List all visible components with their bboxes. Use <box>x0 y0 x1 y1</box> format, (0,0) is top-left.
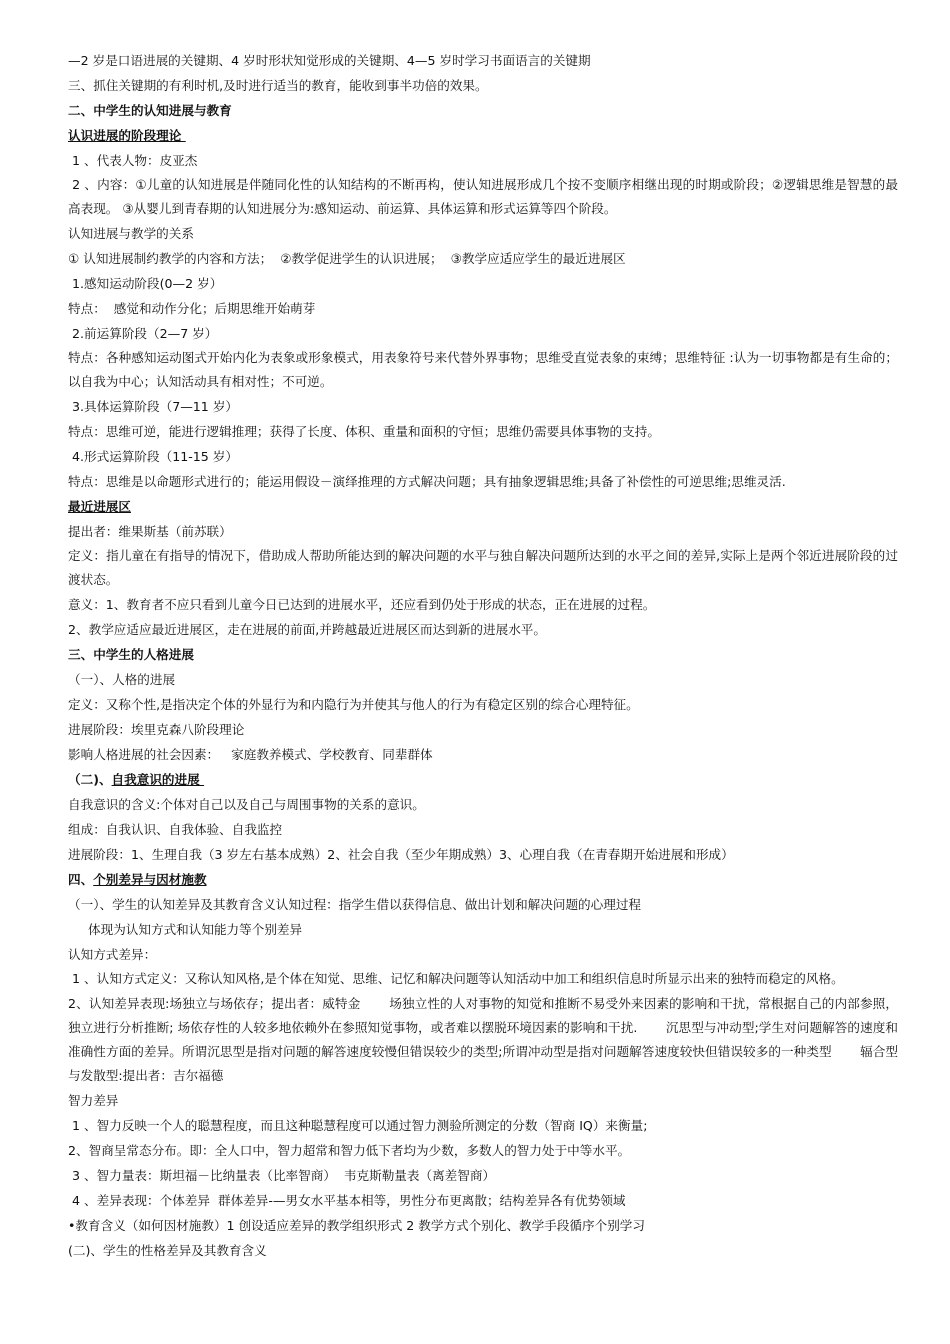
text-line: 认知进展与教学的关系 <box>68 226 194 241</box>
section-heading <box>68 867 898 892</box>
text-line: 特点： 感觉和动作分化；后期思维开始萌芽 <box>68 301 316 316</box>
paragraph: 特点：各种感知运动图式开始内化为表象或形象模式，用表象符号来代替外界事物；思维受直觉表象的束缚；思维特征 :认为一切事物都是有生命的；以自我为中心；认知活动具有相对性；不可逆。 <box>68 350 898 389</box>
stage-heading: 1.感知运动阶段(0—2 岁） <box>68 276 223 291</box>
heading-title: 自我意识的进展 <box>111 772 205 787</box>
heading-prefix: 四、 <box>68 872 94 887</box>
text-line: 1 、智力反映一个人的聪慧程度，而且这种聪慧程度可以通过智力测验所测定的分数（智商 IQ）来衡量; <box>68 1118 648 1133</box>
text-line: 意义：1、教育者不应只看到儿童今日已达到的进展水平，还应看到仍处于形成的状态，正在进展的过程。 <box>68 597 656 612</box>
text-line: 特点：思维是以命题形式进行的；能运用假设－演绎推理的方式解决问题；具有抽象逻辑思维;具备了补偿性的可逆思维;思维灵活. <box>68 474 786 489</box>
text-line: 提出者：维果斯基（前苏联） <box>68 524 232 539</box>
text-line: 3 、智力量表：斯坦福－比纳量表（比率智商） 韦克斯勒量表（离差智商） <box>68 1168 496 1183</box>
section-heading: 二、中学生的认知进展与教育 <box>68 103 232 118</box>
text-line: 影响人格进展的社会因素： 家庭教养模式、学校教育、同辈群体 <box>68 747 433 762</box>
paragraph: 2、认知差异表现:场独立与场依存；提出者：威特金 场独立性的人对事物的知觉和推断不易受外来因素的影响和干扰，常根据自己的内部参照，独立进行分析推断; 场依存性的人较多地依赖外在参照知觉事物，或者难以摆脱环境因素的影响和干扰. 沉思型与冲动型;学生对问题解答的速度和准确性方面的差异。所谓沉思型是指对问题的解答速度较慢但错误较少的类型;所谓冲动型是指对问题解答速度较快但错误较多的一种类型 辐合型与发散型:提出者：吉尔福德 <box>68 996 898 1083</box>
subsection-heading <box>68 767 898 792</box>
text-line: （一）、学生的认知差异及其教育含义认知过程：指学生借以获得信息、做出计划和解决问题的心理过程 <box>68 897 642 912</box>
stage-heading: 4.形式运算阶段（11-15 岁） <box>68 449 238 464</box>
text-line: 2、智商呈常态分布。即：全人口中，智力超常和智力低下者均为少数，多数人的智力处于中等水平。 <box>68 1143 631 1158</box>
stage-heading: 2.前运算阶段（2—7 岁） <box>68 326 218 341</box>
text-line: (二)、学生的性格差异及其教育含义 <box>68 1243 267 1258</box>
heading-title: 个别差异与因材施教 <box>93 872 207 887</box>
heading-prefix: （二)、 <box>68 772 112 787</box>
text-line: 2、教学应适应最近进展区，走在进展的前面,并跨越最近进展区而达到新的进展水平。 <box>68 622 546 637</box>
text-line: 智力差异 <box>68 1093 119 1108</box>
paragraph: 1 、认知方式定义：又称认知风格,是个体在知觉、思维、记忆和解决问题等认知活动中加工和组织信息时所显示出来的独特而稳定的风格。 <box>68 971 844 986</box>
text-line: —2 岁是口语进展的关键期、4 岁时形状知觉形成的关键期、4—5 岁时学习书面语言的关键期 <box>68 53 591 68</box>
stage-heading: 3.具体运算阶段（7—11 岁） <box>68 399 239 414</box>
text-line: 4 、差异表现：个体差异 群体差异-—男女水平基本相等，男性分布更离散；结构差异各有优势领域 <box>68 1193 626 1208</box>
subsection-heading: 认识进展的阶段理论 <box>68 128 186 143</box>
subsection-heading: 最近进展区 <box>68 499 131 514</box>
text-line: 认知方式差异： <box>68 947 157 962</box>
text-line: （一）、人格的进展 <box>68 672 176 687</box>
text-line: 1 、代表人物：皮亚杰 <box>68 153 198 168</box>
paragraph: 2 、内容：①儿童的认知进展是伴随同化性的认知结构的不断再构，使认知进展形成几个按不变顺序相继出现的时期或阶段；②逻辑思维是智慧的最高表现。 ③从婴儿到青春期的认知进展分为:感知运动、前运算、具体运算和形式运算等四个阶段。 <box>68 177 898 216</box>
text-line: 自我意识的含义:个体对自己以及自己与周围事物的关系的意识。 <box>68 797 425 812</box>
text-line: ① 认知进展制约教学的内容和方法； ②教学促进学生的认识进展； ③教学应适应学生的最近进展区 <box>68 251 626 266</box>
text-line: 定义：又称个性,是指决定个体的外显行为和内隐行为并使其与他人的行为有稳定区别的综合心理特征。 <box>68 697 639 712</box>
text-line: 特点：思维可逆，能进行逻辑推理；获得了长度、体积、重量和面积的守恒；思维仍需要具体事物的支持。 <box>68 424 660 439</box>
text-line: 三、抓住关键期的有利时机,及时进行适当的教育，能收到事半功倍的效果。 <box>68 78 488 93</box>
section-heading: 三、中学生的人格进展 <box>68 647 194 662</box>
text-line: 进展阶段：埃里克森八阶段理论 <box>68 722 245 737</box>
text-line: 组成：自我认识、自我体验、自我监控 <box>68 822 283 837</box>
text-line: •教育含义（如何因材施教）1 创设适应差异的教学组织形式 2 教学方式个别化、教学手段循序个别学习 <box>68 1218 645 1233</box>
paragraph: 定义：指儿童在有指导的情况下，借助成人帮助所能达到的解决问题的水平与独自解决问题所达到的水平之间的差异,实际上是两个邻近进展阶段的过渡状态。 <box>68 548 898 587</box>
text-line: 体现为认知方式和认知能力等个别差异 <box>88 922 303 937</box>
text-line: 进展阶段：1、生理自我（3 岁左右基本成熟）2、社会自我（至少年期成熟）3、心理自我（在青春期开始进展和形成） <box>68 847 734 862</box>
